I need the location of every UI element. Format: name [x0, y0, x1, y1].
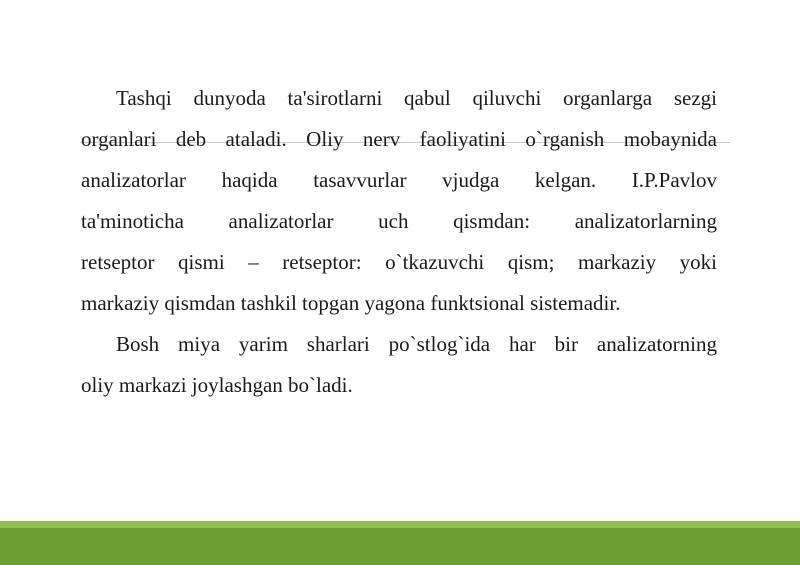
text-line: Bosh miya yarim sharlari po`stlog`ida har bir analizatorning: [116, 332, 717, 356]
footer-bar-highlight: [0, 521, 800, 528]
footer-bar: [0, 528, 800, 565]
paragraph-1: [81, 78, 717, 324]
text-line: oliy markazi joylashgan bo`ladi.: [81, 373, 353, 397]
body-text: [81, 78, 717, 406]
text-line: ta'minoticha analizatorlar uch qismdan: analizatorlarning: [81, 209, 717, 233]
text-line: organlari deb ataladi. Oliy nerv faoliyatini o`rganish mobaynida: [81, 127, 717, 151]
text-line: retseptor qismi – retseptor: o`tkazuvchi qism; markaziy yoki: [81, 250, 717, 274]
paragraph-2: [81, 324, 717, 406]
text-line: analizatorlar haqida tasavvurlar vjudga kelgan. I.P.Pavlov: [81, 168, 717, 192]
text-line: Tashqi dunyoda ta'sirotlarni qabul qiluvchi organlarga sezgi: [116, 86, 717, 110]
text-line: markaziy qismdan tashkil topgan yagona funktsional sistemadir.: [81, 291, 621, 315]
